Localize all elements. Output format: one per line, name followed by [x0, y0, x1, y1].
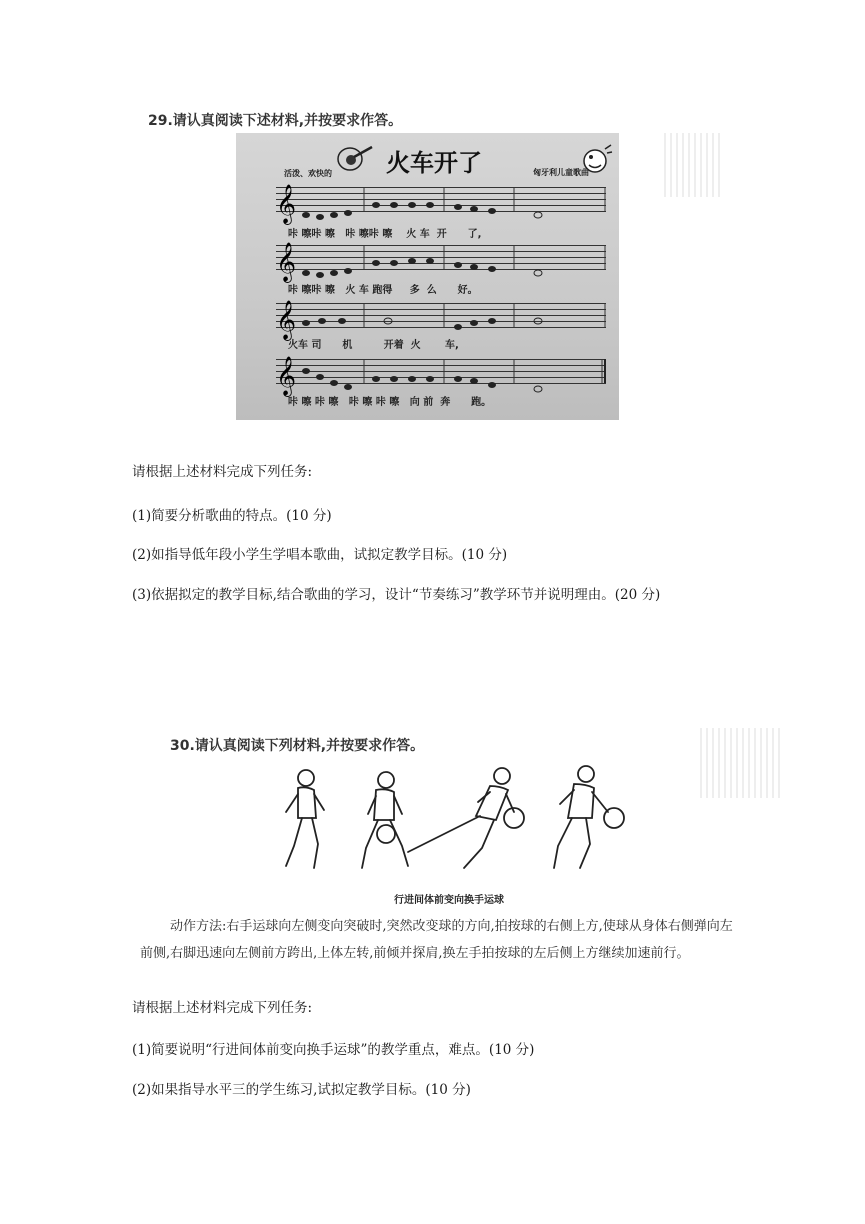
player-sequence-illustration	[268, 756, 630, 886]
q29-heading: 29.请认真阅读下述材料,并按要求作答。	[148, 113, 403, 129]
song-score-image	[236, 133, 619, 420]
staff-line-2	[276, 242, 606, 282]
song-tempo: 活泼、欢快的	[284, 169, 332, 178]
method-description: 动作方法:右手运球向左侧变向突破时,突然改变球的方向,拍按球的右侧上方,使球从身体右侧弹向左前侧,右脚迅速向左侧前方跨出,上体左转,前倾并探肩,换左手拍按球的左后侧上方继续加速前行。	[140, 919, 733, 961]
song-composer: 匈牙利儿童歌曲	[533, 168, 589, 177]
svg-text:𝄞: 𝄞	[276, 242, 297, 282]
lyrics-line-3: 火车 司 机 开着 火 车,	[288, 340, 459, 351]
q29-task-1: (1)简要分析歌曲的特点。(10 分)	[132, 508, 332, 524]
lyrics-line-1: 咔 嚓咔 嚓 咔 嚓咔 嚓 火 车 开 了,	[288, 229, 482, 240]
lyrics-line-4: 咔 嚓 咔 嚓 咔 嚓 咔 嚓 向 前 奔 跑。	[288, 397, 492, 408]
q29-intro: 请根据上述材料完成下列任务:	[132, 464, 313, 480]
staff-line-4	[276, 356, 606, 396]
figure-caption: 行进间体前变向换手运球	[394, 895, 504, 906]
q30-heading: 30.请认真阅读下列材料,并按要求作答。	[170, 738, 425, 754]
svg-text:𝄞: 𝄞	[276, 184, 297, 224]
q30-task-1: (1)简要说明“行进间体前变向换手运球”的教学重点，难点。(10 分)	[132, 1042, 535, 1058]
staff-line-3	[276, 300, 606, 340]
lyrics-line-2: 咔 嚓咔 嚓 火 车 跑得 多 么 好。	[288, 285, 478, 296]
scan-artifact	[664, 133, 724, 197]
staff-line-1	[276, 184, 606, 224]
svg-text:𝄞: 𝄞	[276, 300, 297, 340]
dribble-figure-image	[268, 756, 630, 912]
q29-task-2: (2)如指导低年段小学生学唱本歌曲，试拟定教学目标。(10 分)	[132, 547, 508, 563]
q30-intro: 请根据上述材料完成下列任务:	[132, 1000, 313, 1016]
scan-artifact	[700, 728, 780, 798]
song-title: 火车开了	[386, 149, 482, 177]
q29-task-3: (3)依据拟定的教学目标,结合歌曲的学习，设计“节奏练习”教学环节并说明理由。(20 分)	[132, 587, 661, 603]
guitar-icon	[336, 143, 376, 177]
svg-text:𝄞: 𝄞	[276, 356, 297, 396]
q30-task-2: (2)如果指导水平三的学生练习,试拟定教学目标。(10 分)	[132, 1082, 471, 1098]
